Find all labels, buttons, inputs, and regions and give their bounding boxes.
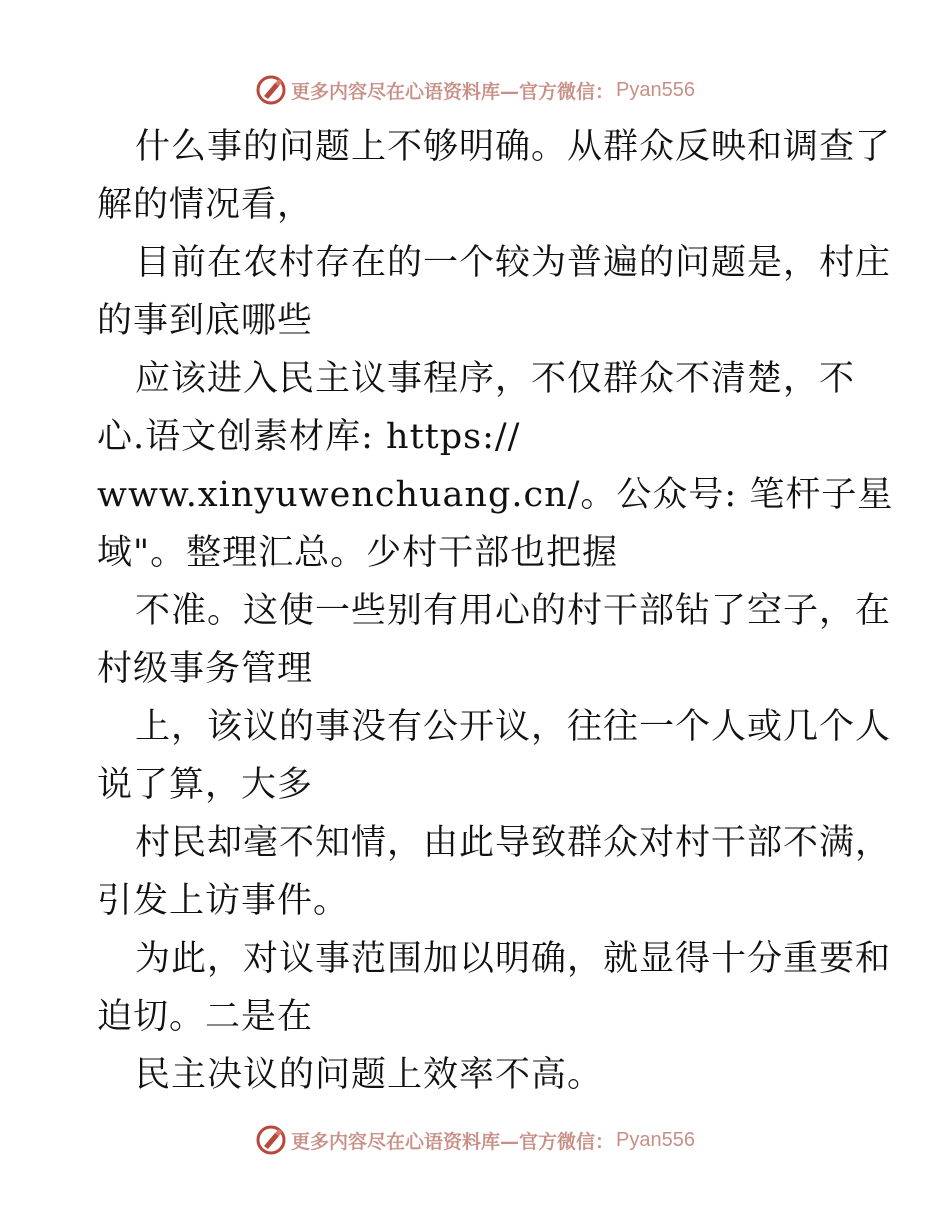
body-line: 心.语文创素材库: https:// [97,417,521,457]
footer-banner [0,1120,950,1160]
logo-icon [255,74,287,106]
logo-icon [255,1124,287,1156]
body-line: 为此，对议事范围加以明确，就显得十分重要和 [135,939,892,979]
body-line: 目前在农村存在的一个较为普遍的问题是，村庄 [135,243,892,283]
footer-banner-handle: Pyan556 [616,1128,695,1151]
header-banner-handle: Pyan556 [616,78,695,101]
body-line: 村级事务管理 [97,649,314,689]
body-line: 迫切。二是在 [97,997,314,1037]
body-line: 引发上访事件。 [97,881,350,921]
body-line: 解的情况看， [97,185,314,225]
body-line: 民主决议的问题上效率不高。 [135,1055,604,1095]
footer-banner-text: 更多内容尽在心语资料库—官方微信： [291,1130,615,1153]
body-line: 域"。整理汇总。少村干部也把握 [97,533,619,573]
body-line: 应该进入民主议事程序，不仅群众不清楚，不 [135,359,856,399]
body-line-url: www.xinyuwenchuang.cn/。公众号: 笔杆子星 [97,475,894,515]
body-line: 不准。这使一些别有用心的村干部钻了空子，在 [135,591,892,631]
body-line: 村民却毫不知情，由此导致群众对村干部不满， [135,823,892,863]
header-banner [0,70,950,110]
body-line: 上，该议的事没有公开议，往往一个人或几个人 [135,707,892,747]
body-line: 什么事的问题上不够明确。从群众反映和调查了 [135,127,892,167]
body-line: 说了算，大多 [97,765,314,805]
body-line: 的事到底哪些 [97,301,314,341]
document-body [97,118,894,1104]
header-banner-text: 更多内容尽在心语资料库—官方微信： [291,80,615,103]
